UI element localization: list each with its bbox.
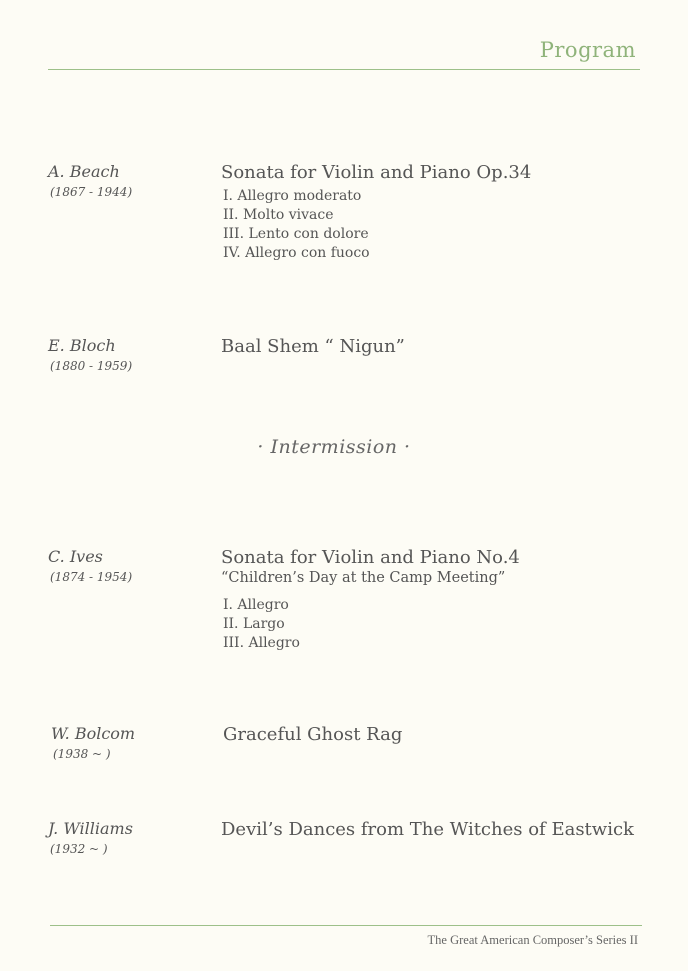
composer-bolcom — [51, 724, 135, 761]
composer-ives — [48, 547, 132, 584]
work-title: Baal Shem “ Nigun” — [221, 336, 405, 357]
composer-bloch — [48, 336, 132, 373]
composer-years: (1938 ~ ) — [53, 747, 111, 761]
work-williams — [221, 819, 634, 840]
composer-years: (1874 - 1954) — [50, 570, 133, 584]
composer-name: A. Beach — [48, 162, 120, 181]
composer-name: J. Williams — [48, 819, 133, 838]
work-subtitle: “Children’s Day at the Camp Meeting” — [221, 570, 506, 586]
composer-beach — [48, 162, 132, 199]
movement-item: II. Largo — [223, 616, 285, 632]
movement-item: I. Allegro — [223, 597, 289, 613]
footer-text: The Great American Composer’s Series II — [427, 933, 638, 947]
movement-item: III. Lento con dolore — [223, 226, 369, 242]
composer-williams — [48, 819, 133, 856]
movement-list — [223, 596, 520, 653]
movement-item: II. Molto vivace — [223, 207, 334, 223]
bottom-divider — [50, 925, 642, 926]
work-title: Sonata for Violin and Piano No.4 — [221, 547, 520, 568]
composer-name: W. Bolcom — [51, 724, 136, 743]
work-bloch — [221, 336, 405, 357]
composer-years: (1880 - 1959) — [50, 359, 133, 373]
composer-name: E. Bloch — [48, 336, 116, 355]
work-title: Graceful Ghost Rag — [223, 724, 403, 745]
movement-item: III. Allegro — [223, 635, 300, 651]
intermission-label: · Intermission · — [257, 436, 411, 458]
page-title: Program — [539, 38, 636, 62]
work-title: Devil’s Dances from The Witches of Eastwick — [221, 819, 634, 840]
movement-item: IV. Allegro con fuoco — [223, 245, 370, 261]
composer-years: (1932 ~ ) — [50, 842, 108, 856]
work-title: Sonata for Violin and Piano Op.34 — [221, 162, 532, 183]
work-beach — [221, 162, 531, 263]
movement-item: I. Allegro moderato — [223, 188, 362, 204]
work-bolcom — [223, 724, 402, 745]
top-divider — [48, 69, 640, 70]
movement-list — [223, 187, 531, 263]
composer-name: C. Ives — [48, 547, 103, 566]
composer-years: (1867 - 1944) — [50, 185, 133, 199]
work-ives — [221, 547, 520, 653]
